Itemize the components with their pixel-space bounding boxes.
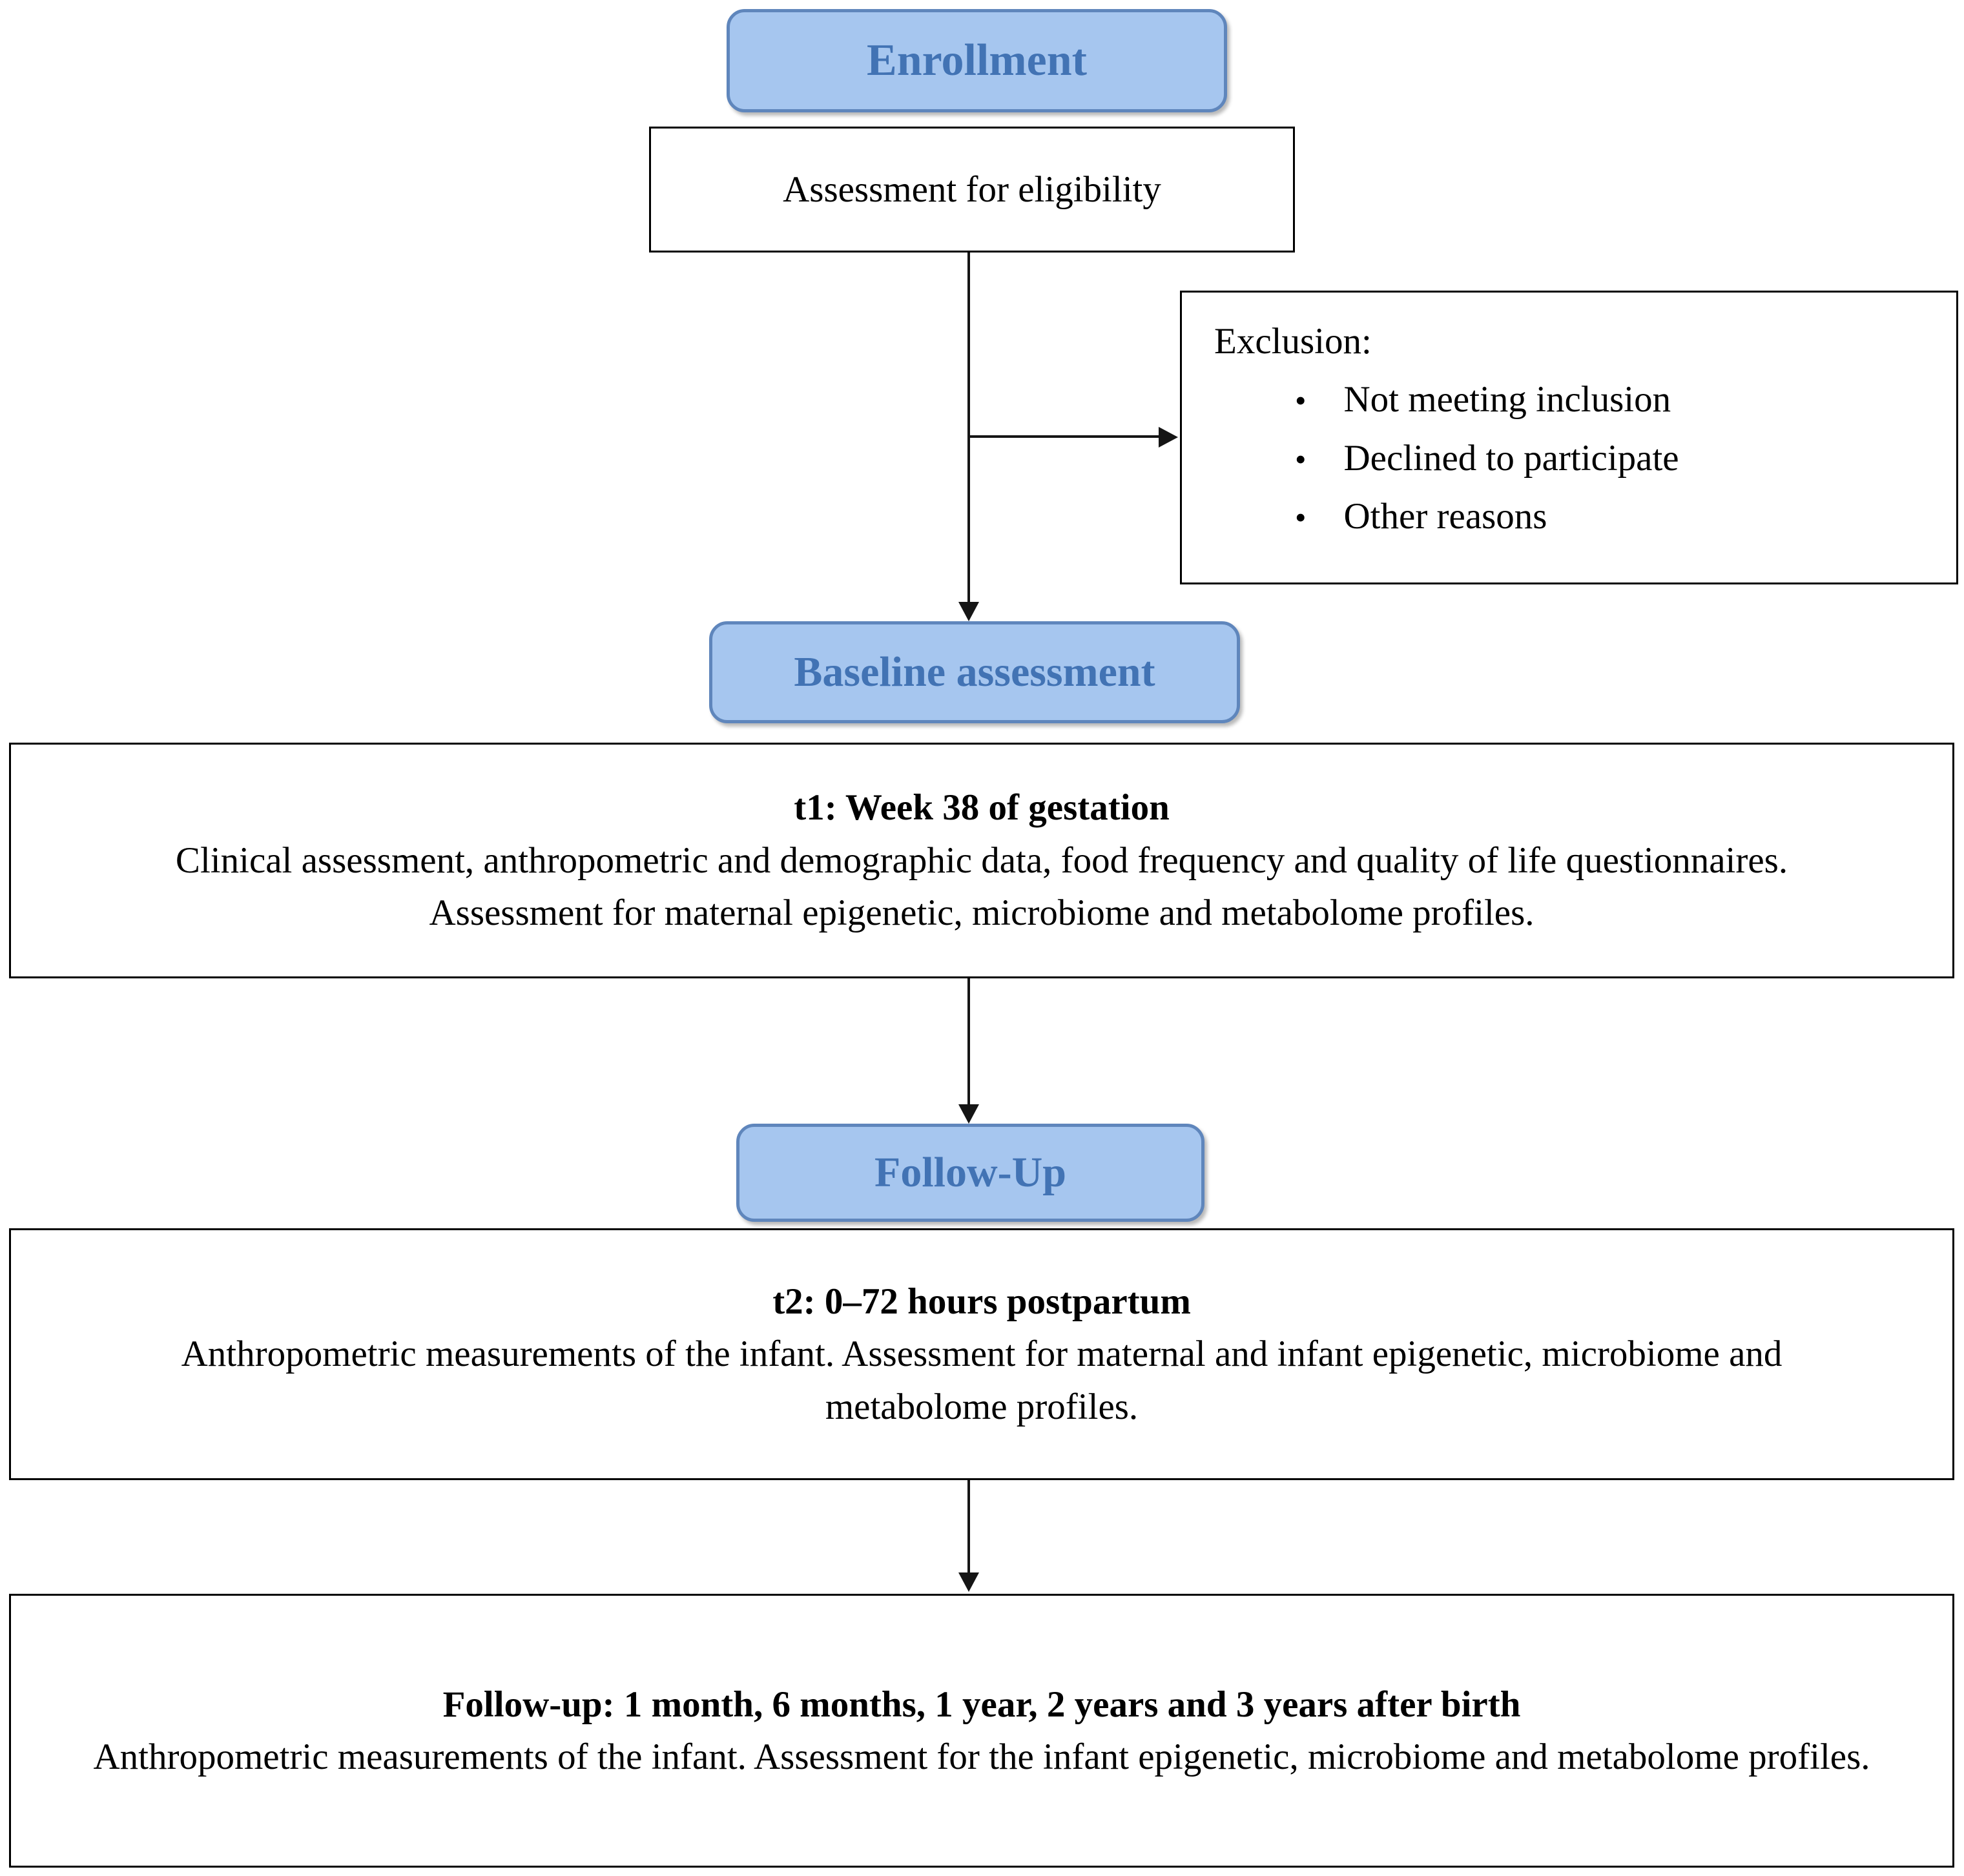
- exclusion-item-3-label: Other reasons: [1343, 496, 1547, 537]
- exclusion-item-2-label: Declined to participate: [1343, 437, 1679, 479]
- enrollment-stage-label: Enrollment: [867, 36, 1087, 85]
- bullet-icon: •: [1295, 382, 1307, 419]
- exclusion-item-2: [1295, 437, 1924, 480]
- exclusion-title: Exclusion:: [1214, 321, 1372, 362]
- connector-t2-to-final: [967, 1480, 970, 1572]
- arrowhead-baseline: [958, 602, 979, 621]
- followup-stage-box: [736, 1124, 1204, 1222]
- bullet-icon: •: [1295, 499, 1307, 536]
- final-followup-title: Follow-up: 1 month, 6 months, 1 year, 2 years and 3 years after birth: [442, 1684, 1521, 1725]
- eligibility-box: [649, 127, 1295, 253]
- connector-to-exclusion: [967, 435, 1159, 438]
- arrowhead-final: [958, 1572, 979, 1592]
- exclusion-item-3: [1295, 495, 1924, 539]
- baseline-stage-box: [709, 621, 1240, 723]
- followup-stage-label: Follow-Up: [874, 1149, 1066, 1196]
- exclusion-item-1-label: Not meeting inclusion: [1343, 379, 1671, 420]
- baseline-stage-label: Baseline assessment: [794, 648, 1155, 696]
- t1-box: [9, 743, 1954, 978]
- exclusion-box: [1180, 291, 1958, 584]
- final-followup-body: Anthropometric measurements of the infant. Assessment for the infant epigenetic, microbiome and metabolome profiles.: [93, 1737, 1870, 1777]
- t2-body: Anthropometric measurements of the infant. Assessment for maternal and infant epigenetic, microbiome and metabolome profiles.: [181, 1334, 1783, 1427]
- t1-title: t1: Week 38 of gestation: [794, 787, 1170, 829]
- final-followup-box: [9, 1594, 1954, 1868]
- t2-box: [9, 1228, 1954, 1480]
- t1-body: Clinical assessment, anthropometric and demographic data, food frequency and quality of life questionnaires. Assessment for maternal epigenetic, microbiome and metabolome profiles.: [175, 840, 1788, 934]
- connector-eligibility-to-baseline: [967, 253, 970, 602]
- connector-t1-to-followup: [967, 978, 970, 1104]
- enrollment-stage-box: [727, 9, 1227, 112]
- exclusion-item-1: [1295, 378, 1924, 422]
- arrowhead-followup: [958, 1104, 979, 1124]
- t2-title: t2: 0–72 hours postpartum: [772, 1281, 1191, 1322]
- arrowhead-exclusion: [1159, 427, 1178, 448]
- eligibility-label: Assessment for eligibility: [783, 169, 1161, 210]
- bullet-icon: •: [1295, 440, 1307, 477]
